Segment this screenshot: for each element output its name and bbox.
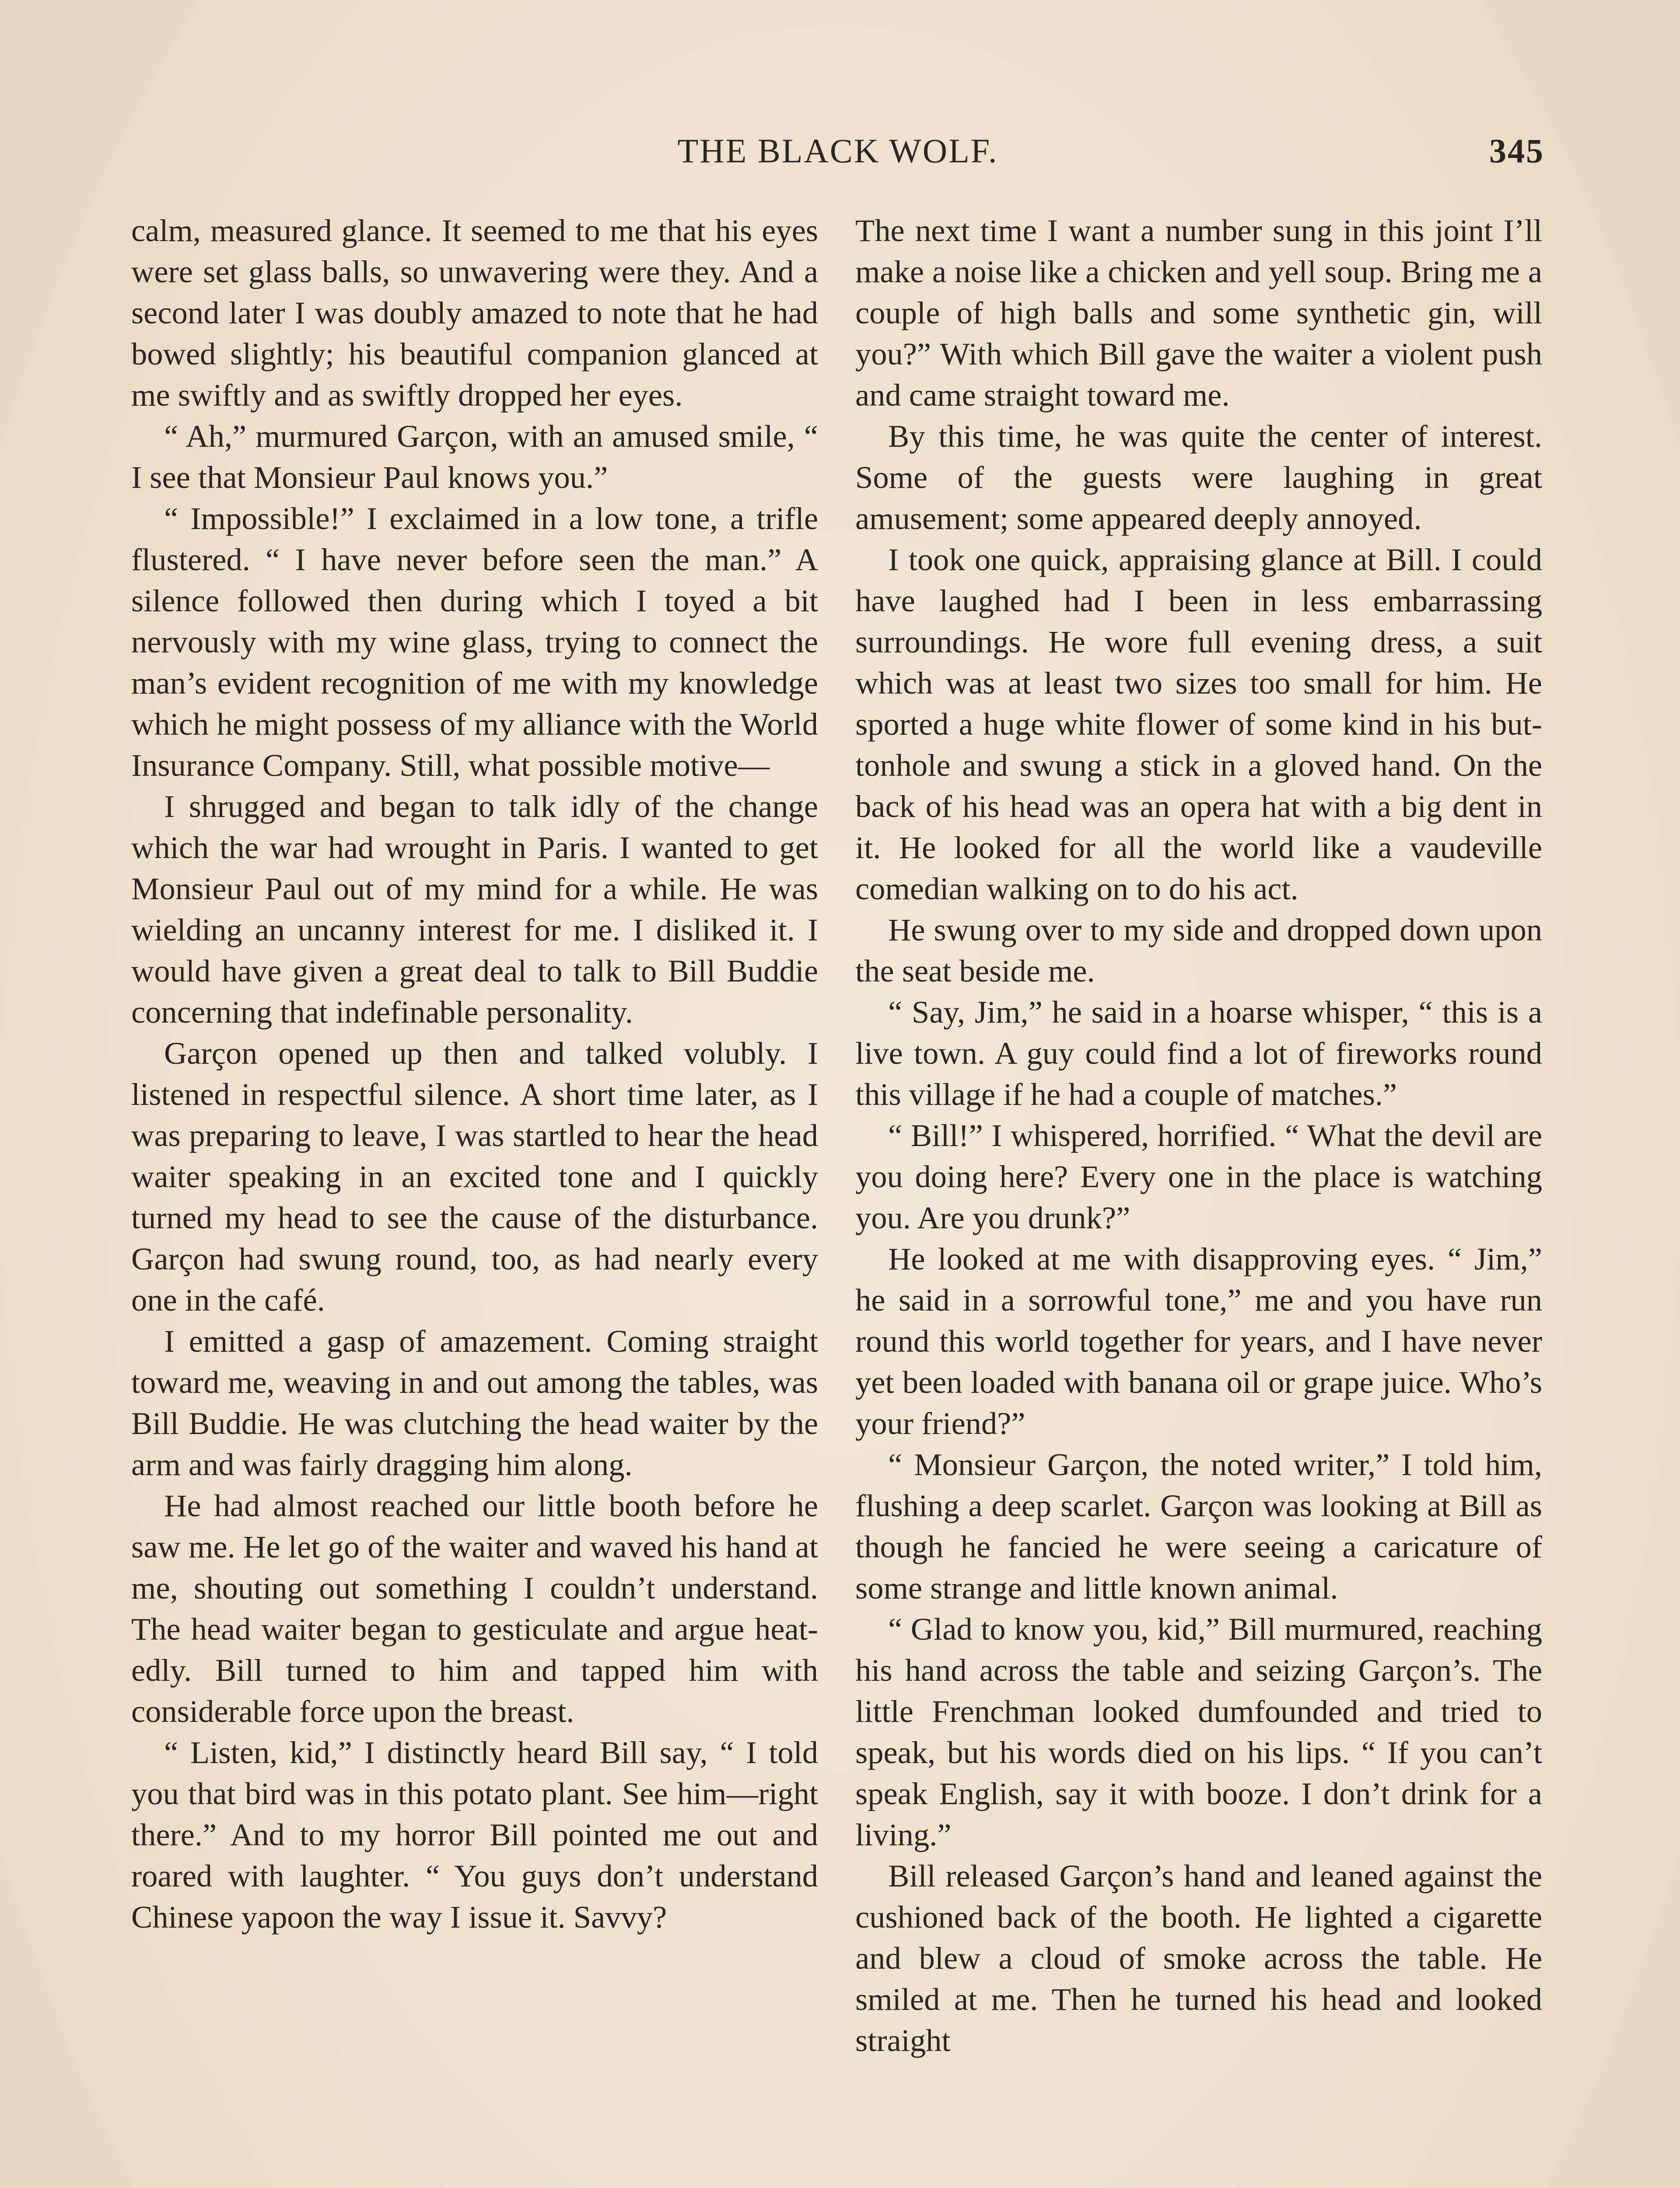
paragraph: He swung over to my side and dropped down upon the seat beside me. <box>855 912 1542 989</box>
paragraph: calm, measured glance. It seemed to me that his eyes were set glass balls, so unwavering were they. And a second later I was doubly amazed to note that he had bowed slightly; his beautiful companion glanced at me swiftly and as swiftly dropped her eyes. <box>131 213 818 413</box>
page-header <box>131 131 1544 179</box>
right-column <box>855 210 1542 2061</box>
page-number: 345 <box>1489 132 1544 170</box>
left-column <box>131 210 818 1938</box>
paragraph: He had almost reached our little booth before he saw me. He let go of the waiter and waved his hand at me, shouting out something I couldn’t understand. The head waiter began to gesticulate and argue heatedly. Bill turned to him and tapped him with considerable force upon the breast. <box>131 1488 818 1729</box>
paragraph: “ Impossible!” I exclaimed in a low tone, a trifle flustered. “ I have never before seen the man.” A silence followed then during which I toyed a bit nervously with my wine glass, trying to connect the man’s evident recognition of me with my knowledge which he might possess of my alliance with the World Insurance Company. Still, what possible motive— <box>131 501 818 783</box>
paragraph: “ Say, Jim,” he said in a hoarse whisper, “ this is a live town. A guy could find a lot of fireworks round this village if he had a couple of matches.” <box>855 994 1542 1112</box>
paragraph: “ Monsieur Garçon, the noted writer,” I told him, flushing a deep scarlet. Garçon was looking at Bill as though he fancied he were seeing a caricature of some strange and little known animal. <box>855 1447 1542 1606</box>
paragraph: I shrugged and began to talk idly of the change which the war had wrought in Paris. I wanted to get Monsieur Paul out of my mind for a while. He was wielding an uncanny interest for me. I disliked it. I would have given a great deal to talk to Bill Buddie concerning that indefinable personality. <box>131 789 818 1030</box>
paragraph: I took one quick, appraising glance at Bill. I could have laughed had I been in less embarrassing surroundings. He wore full evening dress, a suit which was at least two sizes too small for him. He sported a huge white flower of some kind in his buttonhole and swung a stick in a gloved hand. On the back of his head was an opera hat with a big dent in it. He looked for all the world like a vaudeville comedian walking on to do his act. <box>855 542 1542 906</box>
paragraph: By this time, he was quite the center of interest. Some of the guests were laughing in great amusement; some appeared deeply annoyed. <box>855 418 1542 536</box>
paragraph: “ Ah,” murmured Garçon, with an amused smile, “ I see that Monsieur Paul knows you.” <box>131 418 818 495</box>
paragraph: Bill released Garçon’s hand and leaned against the cushioned back of the booth. He lighted a cigarette and blew a cloud of smoke across the table. He smiled at me. Then he turned his head and looked straight <box>855 1858 1542 2058</box>
paragraph: He looked at me with disapproving eyes. “ Jim,” he said in a sorrowful tone,” me and you have run round this world together for years, and I have never yet been loaded with banana oil or grape juice. Who’s your friend?” <box>855 1241 1542 1441</box>
running-title: THE BLACK WOLF. <box>677 132 998 170</box>
paragraph: “ Listen, kid,” I distinctly heard Bill say, “ I told you that bird was in this potato plant. See him—right there.” And to my horror Bill pointed me out and roared with laughter. “ You guys don’t understand Chinese yapoon the way I issue it. Savvy? <box>131 1735 818 1935</box>
paragraph: Garçon opened up then and talked volubly. I listened in respectful silence. A short time later, as I was preparing to leave, I was startled to hear the head waiter speaking in an excited tone and I quickly turned my head to see the cause of the disturbance. Garçon had swung round, too, as had nearly every one in the café. <box>131 1035 818 1318</box>
paragraph: The next time I want a number sung in this joint I’ll make a noise like a chicken and yell soup. Bring me a couple of high balls and some synthetic gin, will you?” With which Bill gave the waiter a violent push and came straight toward me. <box>855 213 1542 413</box>
paragraph: “ Glad to know you, kid,” Bill murmured, reaching his hand across the table and seizing Garçon’s. The little Frenchman looked dumfounded and tried to speak, but his words died on his lips. “ If you can’t speak English, say it with booze. I don’t drink for a living.” <box>855 1611 1542 1852</box>
paragraph: “ Bill!” I whispered, horrified. “ What the devil are you doing here? Every one in the place is watching you. Are you drunk?” <box>855 1118 1542 1235</box>
paragraph: I emitted a gasp of amazement. Coming straight toward me, weaving in and out among the tables, was Bill Buddie. He was clutching the head waiter by the arm and was fairly dragging him along. <box>131 1323 818 1482</box>
